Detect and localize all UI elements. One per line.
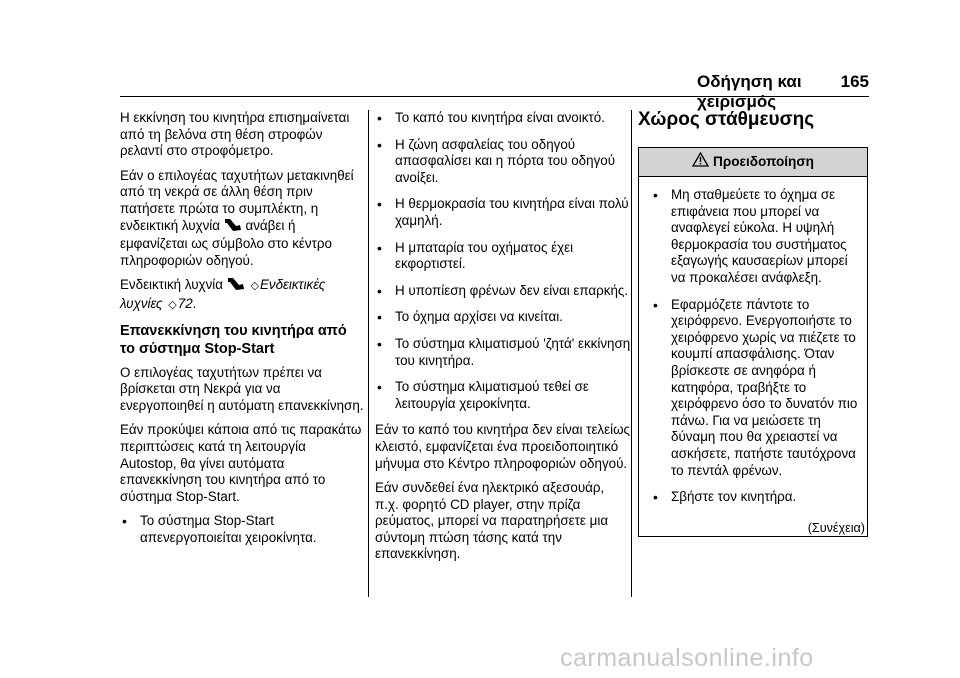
watermark-text: carmanualsonline.info (560, 644, 814, 672)
section-heading-parking: Χώρος στάθμευσης (638, 109, 815, 130)
warning-box (638, 147, 868, 537)
warning-bullet-list (651, 187, 859, 506)
list-item: • Το καπό του κινητήρα είναι ανοικτό. (375, 110, 631, 127)
paragraph-autostop-conditions: Εάν προκύψει κάποια από τις παρακάτω περιπτώσεις κατά τη λειτουργία Autostop, θα γίνει αυτόματα επανεκκίνηση του κινητήρα από το σύστημα Stop-Start. (120, 422, 362, 504)
gear-shift-warning-icon (224, 218, 242, 237)
paragraph-voltage-drop: Εάν συνδεθεί ένα ηλεκτρικό αξεσουάρ, π.χ. φορητό CD player, στην πρίζα ρεύματος, μπορεί να παρατηρήσετε μια σύντομη πτώση τάσης κατά την επανεκκίνηση. (375, 480, 609, 562)
continued-label: (Συνέχεια) (807, 520, 865, 535)
list-item: • Μη σταθμεύετε το όχημα σε επιφάνεια που μπορεί να αναφλεγεί εύκολα. Η υψηλή θερμοκρασία του συστήματος εξαγωγής καυσαερίων μπορεί να προκαλέσει ανάφλεξη. (651, 187, 859, 287)
header-rule (120, 96, 869, 97)
list-item: • Το σύστημα κλιματισμού 'ζητά' εκκίνηση του κινητήρα. (375, 336, 631, 369)
column-divider-right (631, 110, 632, 597)
list-item: • Η μπαταρία του οχήματος έχει εκφορτιστεί. (375, 240, 631, 273)
list-item: • Το όχημα αρχίσει να κινείται. (375, 309, 631, 326)
cross-reference-arrow-icon: ◇ (250, 280, 259, 293)
warning-header (639, 148, 867, 177)
paragraph-clutch-warning: Εάν ο επιλογέας ταχυτήτων μετακινηθεί από τη νεκρά σε άλλη θέση πριν πατήσετε πρώτα το συμπλέκτη, η ενδεικτική λυχνία ανάβει ή εμφανίζεται ως σύμβολο στο κέντρο πληροφοριών οδηγού. (120, 167, 354, 268)
paragraph-neutral-requirement: Ο επιλογέας ταχυτήτων πρέπει να βρίσκεται στη Νεκρά για να ενεργοποιηθεί η αυτόματη επανεκκίνηση. (120, 364, 364, 413)
page-number: 165 (840, 72, 869, 91)
column-divider-left (368, 110, 369, 597)
heading-stop-start-restart: Επανεκκίνηση του κινητήρα από το σύστημα Stop-Start (120, 322, 347, 358)
gear-shift-warning-icon (227, 277, 245, 296)
bullet-list-col1 (120, 513, 364, 546)
column-2 (375, 110, 631, 571)
bullet-list-restart-conditions (375, 110, 631, 412)
list-item: • Η υποπίεση φρένων δεν είναι επαρκής. (375, 283, 631, 300)
list-item: • Η ζώνη ασφαλείας του οδηγού απασφαλίσει και η πόρτα του οδηγού ανοίξει. (375, 137, 631, 187)
section-title: Οδήγηση και χειρισμός (697, 72, 802, 111)
cross-reference-link[interactable]: Ενδεικτικές λυχνίες (120, 277, 326, 311)
warning-title: Προειδοποίηση (713, 153, 814, 169)
paragraph-indicator-reference: Ενδεικτική λυχνία ◇Ενδεικτικές λυχνίες ◇72. (120, 277, 364, 313)
cross-reference-arrow-icon: ◇ (168, 298, 177, 311)
list-item: • Το σύστημα Stop-Start απενεργοποιείται χειροκίνητα. (120, 513, 364, 546)
warning-body (639, 177, 867, 520)
list-item: • Η θερμοκρασία του κινητήρα είναι πολύ χαμηλή. (375, 196, 631, 229)
list-item: • Εφαρμόζετε πάντοτε το χειρόφρενο. Ενεργοποιήστε το χειρόφρενο χωρίς να πιέζετε το κουμπί απασφάλισης. Όταν βρίσκεστε σε ανηφόρα ή κατηφόρα, τραβήξτε το χειρόφρενο όσο το δυνατόν πιο πάνω. Για να μειώσετε τη δύναμη που θα χρειαστεί να ασκήσετε, πατήστε ταυτόχρονα το πεντάλ φρένων. (651, 297, 859, 480)
paragraph-hood-warning: Εάν το καπό του κινητήρα δεν είναι τελείως κλειστό, εμφανίζεται ένα προειδοποιητικό μήνυμα στο Κέντρο πληροφοριών οδηγού. (375, 422, 630, 471)
column-1 (120, 110, 364, 554)
cross-reference-page[interactable]: 72 (177, 295, 193, 311)
list-item: • Το σύστημα κλιματισμού τεθεί σε λειτουργία χειροκίνητα. (375, 379, 631, 412)
list-item: • Σβήστε τον κινητήρα. (651, 489, 859, 506)
warning-triangle-icon (692, 152, 709, 172)
column-3 (638, 108, 870, 537)
page-header (120, 68, 869, 111)
paragraph-engine-start: Η εκκίνηση του κινητήρα επισημαίνεται από τη βελόνα στη θέση στροφών ρελαντί στο στροφόμετρο. (120, 110, 350, 159)
